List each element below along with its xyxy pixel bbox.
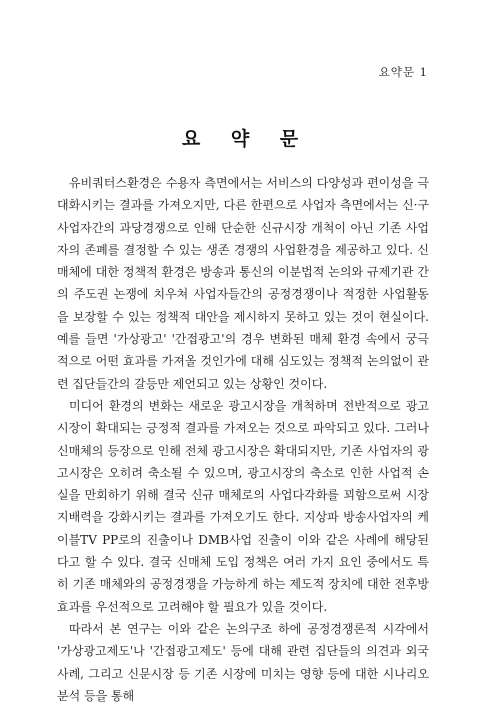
running-header: 요약문 1 <box>378 65 428 79</box>
page-title: 요 약 문 <box>181 128 311 150</box>
body-text <box>57 172 429 707</box>
paragraph-2: 미디어 환경의 변화는 새로운 광고시장을 개척하며 전반적으로 광고시장이 확대되는 긍정적 결과를 가져오는 것으로 파악되고 있다. 그러나 신매체의 등장으로 인해 전체 광고시장은 확대되지만, 기존 사업자의 광고시장은 오히려 축소될 수 있으며, 광고시장의 축소로 인한 사업적 손실을 만회하기 위해 결국 신규 매체로의 사업다각화를 꾀함으로써 시장지배력을 강화시키는 결과를 가져오기도 한다. 지상파 방송사업자의 케이블TV PP로의 진출이나 DMB사업 진출이 이와 같은 사례에 해당된다고 할 수 있다. 결국 신매체 도입 정책은 여러 가지 요인 중에서도 특히 기존 매체와의 공정경쟁을 가능하게 하는 제도적 장치에 대한 전후방 효과를 우선적으로 고려해야 할 필요가 있을 것이다. <box>57 398 429 614</box>
paragraph-3: 따라서 본 연구는 이와 같은 논의구조 하에 공정경쟁론적 시각에서 '가상광고제도'나 '간접광고제도' 등에 대해 관련 집단들의 의견과 외국 사례, 그리고 신문시장 등 기존 시장에 미치는 영향 등에 대한 시나리오 분석 등을 통해 <box>57 621 429 703</box>
paragraph-1: 유비쿼터스환경은 수용자 측면에서는 서비스의 다양성과 편이성을 극대화시키는 결과를 가져오지만, 다른 한편으로 사업자 측면에서는 신·구사업자간의 과당경쟁으로 인해 단순한 신규시장 개척이 아닌 기존 사업자의 존폐를 결정할 수 있는 생존 경쟁의 사업환경을 제공하고 있다. 신매체에 대한 정책적 환경은 방송과 통신의 이분법적 논의와 규제기관 간의 주도권 논쟁에 치우쳐 사업자들간의 공정경쟁이나 적정한 사업활동을 보장할 수 있는 정책적 대안을 제시하지 못하고 있는 것이 현실이다. 예를 들면 '가상광고' '간접광고'의 경우 변화된 매체 환경 속에서 궁극적으로 어떤 효과를 가져올 것인가에 대해 심도있는 정책적 논의없이 관련 집단들간의 갈등만 제언되고 있는 상황인 것이다. <box>57 176 429 391</box>
